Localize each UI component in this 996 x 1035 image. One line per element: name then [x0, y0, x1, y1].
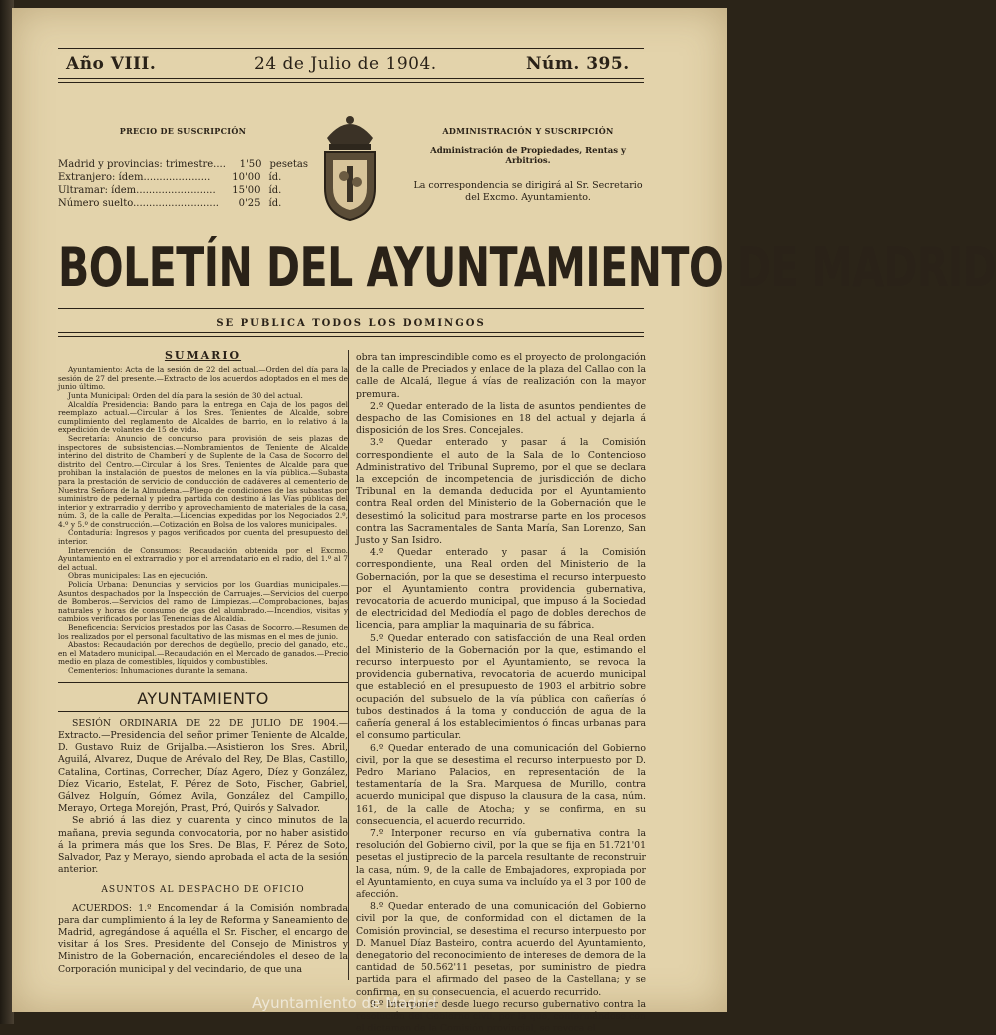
agreement-paragraph: obra tan imprescindible como es el proyecto de prolongación de la calle de Preciados y enlace de la plaza del Callao con la calle de Alcalá, llegue á vías de realización con la mayor premura. — [356, 352, 646, 400]
subhead-rule — [58, 332, 644, 333]
price-label: Madrid y provincias: trimestre.... — [58, 159, 226, 170]
agreement-paragraph: 6.º Quedar enterado de una comunicación del Gobierno civil, por la que se desestima el recurso interpuesto por D. Pedro Mariano Palacios, en representación de la testamentaría de la Sra. Marquesa de Murillo, contra acuerdo municipal que dispuso la clausura de la casa, núm. 161, de la calle de Atocha; y se confirma, en su consecuencia, el acuerdo recurrido. — [356, 742, 646, 827]
agreement-paragraph: 2.º Quedar enterado de la lista de asuntos pendientes de despacho de las Comisiones en 18 del actual y dejarla á disposición de los Sres. Concejales. — [356, 400, 646, 437]
administration-note: La correspondencia se dirigirá al Sr. Secretario del Excmo. Ayuntamiento. — [413, 180, 643, 203]
issue-rule — [58, 78, 644, 79]
sumario-entry: Secretaría: Anuncio de concurso para provisión de seis plazas de inspectores de subsistencias.—Nombramientos de Teniente de Alcalde interino del distrito de Chamberí y de Suplente de la Casa de Socorro del distrito del Centro.—Circular á los Sres. Tenientes de Alcalde para que prohiban la instalación de puestos de melones en la vía pública.—Subasta para la prestación de servicio de conducción de cadáveres al cementerio de Nuestra Señora de la Almudena.—Pliego de condiciones de las subastas por suministro de pedernal y piedra partida con destino á las Vías públicas del interior y extrarradio y derribo y aprovechamiento de materiales de la casa, núm. 3, de la calle de Peralta.—Licencias expedidas por los Negociados 2.º, 4.º y 5.º de construcción.—Cotización en Bolsa de los valores municipales. — [58, 433, 348, 529]
sumario-entry: Ayuntamiento: Acta de la sesión de 22 del actual.—Orden del día para la sesión de 27 del presente.—Extracto de los acuerdos adoptados en el mes de junio último. — [58, 365, 348, 392]
sumario-entry: Beneficencia: Servicios prestados por las Casas de Socorro.—Resumen de los realizados por el personal facultativo de las mismas en el mes de junio. — [58, 623, 348, 641]
subscription-title: PRECIO DE SUSCRIPCIÓN — [119, 126, 247, 136]
price-label: Extranjero: ídem..................... — [58, 172, 211, 183]
issue-date: 24 de Julio de 1904. — [254, 54, 437, 74]
sumario-entry: Alcaldía Presidencia: Bando para la entrega en Caja de los pagos del reemplazo actual.—Circular á los Sres. Tenientes de Alcalde, sobre cumplimiento del reglamento de Alcaldes de barrio, en lo relativo á la expedición de volantes de 15 de vida. — [58, 399, 348, 435]
agreement-paragraph: 8.º Quedar enterado de una comunicación del Gobierno civil por la que, de conformidad con el dictamen de la Comisión provincial, se desestima el recurso interpuesto por D. Manuel Díaz Basteiro, contra acuerdo del Ayuntamiento, denegatorio del reconocimiento de intereses de demora de la cantidad de 50.562'11 pesetas, por suministro de piedra partida para el afirmado del paseo de la Castellana; y se confirma, en su consecuencia, el acuerdo recurrido. — [356, 901, 646, 998]
sumario-entry: Contaduría: Ingresos y pagos verificados por cuenta del presupuesto del interior. — [58, 528, 348, 547]
column-divider — [348, 350, 349, 980]
left-column — [58, 350, 348, 976]
issue-bar — [58, 48, 644, 80]
price-amount: 1'50 — [239, 159, 262, 170]
watermark: Ayuntamiento de Madrid — [252, 994, 437, 1012]
issue-year: Año VIII. — [66, 54, 157, 74]
administration-office: Administración de Propiedades, Rentas y Arbitrios. — [430, 146, 626, 166]
administration-title: ADMINISTRACIÓN Y SUSCRIPCIÓN — [442, 126, 614, 136]
administration-box — [412, 126, 644, 204]
masthead-title: BOLETÍN DEL AYUNTAMIENTO DE MADRID — [58, 236, 996, 300]
price-row — [58, 158, 308, 171]
newspaper-page — [12, 8, 996, 1035]
publication-frequency: SE PUBLICA TODOS LOS DOMINGOS — [216, 318, 486, 329]
sumario-list — [58, 366, 348, 675]
ayuntamiento-body — [58, 718, 348, 877]
price-amount: 10'00 — [232, 172, 261, 183]
masthead-rule — [58, 308, 644, 309]
price-unit: íd. — [268, 172, 282, 183]
price-label: Ultramar: ídem......................... — [58, 185, 216, 196]
agreement-paragraph: 9.º Interponer desde luego recurso gubernativo contra la resolución del Gobierno civil, por la que, conformándose con el dictamen de la Comisión provincial, se revoca el — [356, 998, 646, 1035]
sumario-title: SUMARIO — [164, 349, 242, 362]
session-paragraph: SESIÓN ORDINARIA DE 22 DE JULIO DE 1904.—Extracto.—Presidencia del señor primer Teniente de Alcalde, D. Gustavo Ruiz de Grijalba.—Asistieron los Sres. Abril, Aguilá, Alvarez, Duque de Arévalo del Rey, De Blas, Castillo, Catalina, Cortinas, Correcher, Díaz Agero, Díez y González, Díez Vicario, Estelat, F. Pérez de Soto, Fischer, Gabriel, Gálvez Holguín, Gómez Avila, González del Campillo, Merayo, Ortega Morejón, Prast, Pró, Quirós y Salvador. — [58, 717, 348, 815]
price-unit: íd. — [268, 198, 282, 209]
asuntos-title: ASUNTOS AL DESPACHO DE OFICIO — [101, 885, 305, 896]
sumario-entry: Intervención de Consumos: Recaudación obtenida por el Excmo. Ayuntamiento en el extrarradio y por el arrendatario en el radio, del 1.º al 7 del actual. — [58, 545, 348, 572]
agreement-paragraph: 5.º Quedar enterado con satisfacción de una Real orden del Ministerio de la Gobernación por la que, estimando el recurso interpuesto por el Ayuntamiento, se revoca la providencia gubernativa, revocatoria de acuerdo municipal que estableció en el presupuesto de 1903 el arbitrio sobre ocupación del subsuelo de la vía pública con cañerías ó tubos destinados á la toma y conducción de agua de la cañería general á los establecimientos ó fincas urbanas para el consumo particular. — [356, 632, 646, 742]
section-rule — [58, 682, 348, 683]
issue-number: Núm. 395. — [526, 54, 630, 74]
agreement-paragraph: 3.º Quedar enterado y pasar á la Comisión correspondiente el auto de la Sala de lo Contencioso Administrativo del Tribunal Supremo, por el que se declara la excepción de incompetencia de jurisdicción de dicho Tribunal en la demanda deducida por el Ayuntamiento contra Real orden del Ministerio de la Gobernación que le desestimó la solicitud para mostrarse parte en los procesos contra las Sacramentales de Santa María, San Lorenzo, San Justo y San Isidro. — [356, 437, 646, 547]
price-row — [58, 184, 308, 197]
agreement-paragraph: 4.º Quedar enterado y pasar á la Comisión correspondiente, una Real orden del Ministerio de la Gobernación, por la que se desestima el recurso interpuesto por el Ayuntamiento contra providencia gubernativa, revocatoria de acuerdo municipal, que impuso á la Sociedad de electricidad del Mediodía el pago de dobles derechos de licencia, para ampliar la maquinaria de su fábrica. — [356, 547, 646, 632]
session-paragraph: Se abrió á las diez y cuarenta y cinco minutos de la mañana, previa segunda convocatoria, por no haber asistido á la primera más que los Sres. De Blas, F. Pérez de Soto, Salvador, Paz y Merayo, siendo aprobada el acta de la sesión anterior. — [58, 815, 348, 876]
price-amount: 15'00 — [232, 185, 261, 196]
acuerdos-paragraph: ACUERDOS: 1.º Encomendar á la Comisión nombrada para dar cumplimiento á la ley de Reforma y Saneamiento de Madrid, agregándose á aquélla el Sr. Fischer, el encargo de visitar á los Sres. Presidente del Consejo de Ministros y Ministro de la Gobernación, encareciéndoles el deseo de la Corporación municipal y del vecindario, de que una — [58, 902, 348, 975]
issue-rule-thin — [58, 82, 644, 83]
price-list — [58, 158, 308, 210]
sumario-entry: Junta Municipal: Orden del día para la sesión de 30 del actual. — [68, 390, 303, 400]
ayuntamiento-title: AYUNTAMIENTO — [137, 688, 269, 708]
right-column — [356, 352, 646, 1035]
price-amount: 0'25 — [238, 198, 261, 209]
price-unit: pesetas — [269, 159, 308, 170]
sumario-entry: Abastos: Recaudación por derechos de degüello, precio del ganado, etc., en el Matadero municipal.—Recaudación en el Mercado de ganados.—Precio medio en plaza de comestibles, líquidos y combustibles. — [58, 640, 348, 667]
subhead-rule-thin — [58, 336, 644, 337]
subscription-box — [58, 126, 308, 210]
price-label: Número suelto........................... — [58, 198, 219, 209]
agreement-paragraph: 7.º Interponer recurso en vía gubernativa contra la resolución del Gobierno civil, por la que se fija en 51.721'01 pesetas el justiprecio de la parcela resultante de reconstruir la casa, núm. 9, de la calle de Embajadores, expropiada por el Ayuntamiento, en cuya suma va incluído ya el 3 por 100 de afección. — [356, 827, 646, 900]
sumario-entry: Policía Urbana: Denuncias y servicios por los Guardias municipales.—Asuntos despachados por la Inspección de Carruajes.—Servicios del cuerpo de Bomberos.—Servicios del ramo de Limpiezas.—Comprobaciones, bajas naturales y horas de consumo de gas del alumbrado.—Incendios, visitas y cambios verificados por las Tenencias de Alcaldía. — [58, 580, 348, 624]
price-unit: íd. — [268, 185, 282, 196]
coat-of-arms-emblem — [317, 110, 383, 222]
price-row — [58, 197, 308, 210]
sumario-entry: Cementerios: Inhumaciones durante la semana. — [68, 665, 248, 675]
sumario-entry: Obras municipales: Las en ejecución. — [68, 571, 208, 581]
price-row — [58, 171, 308, 184]
section-rule — [58, 711, 348, 712]
